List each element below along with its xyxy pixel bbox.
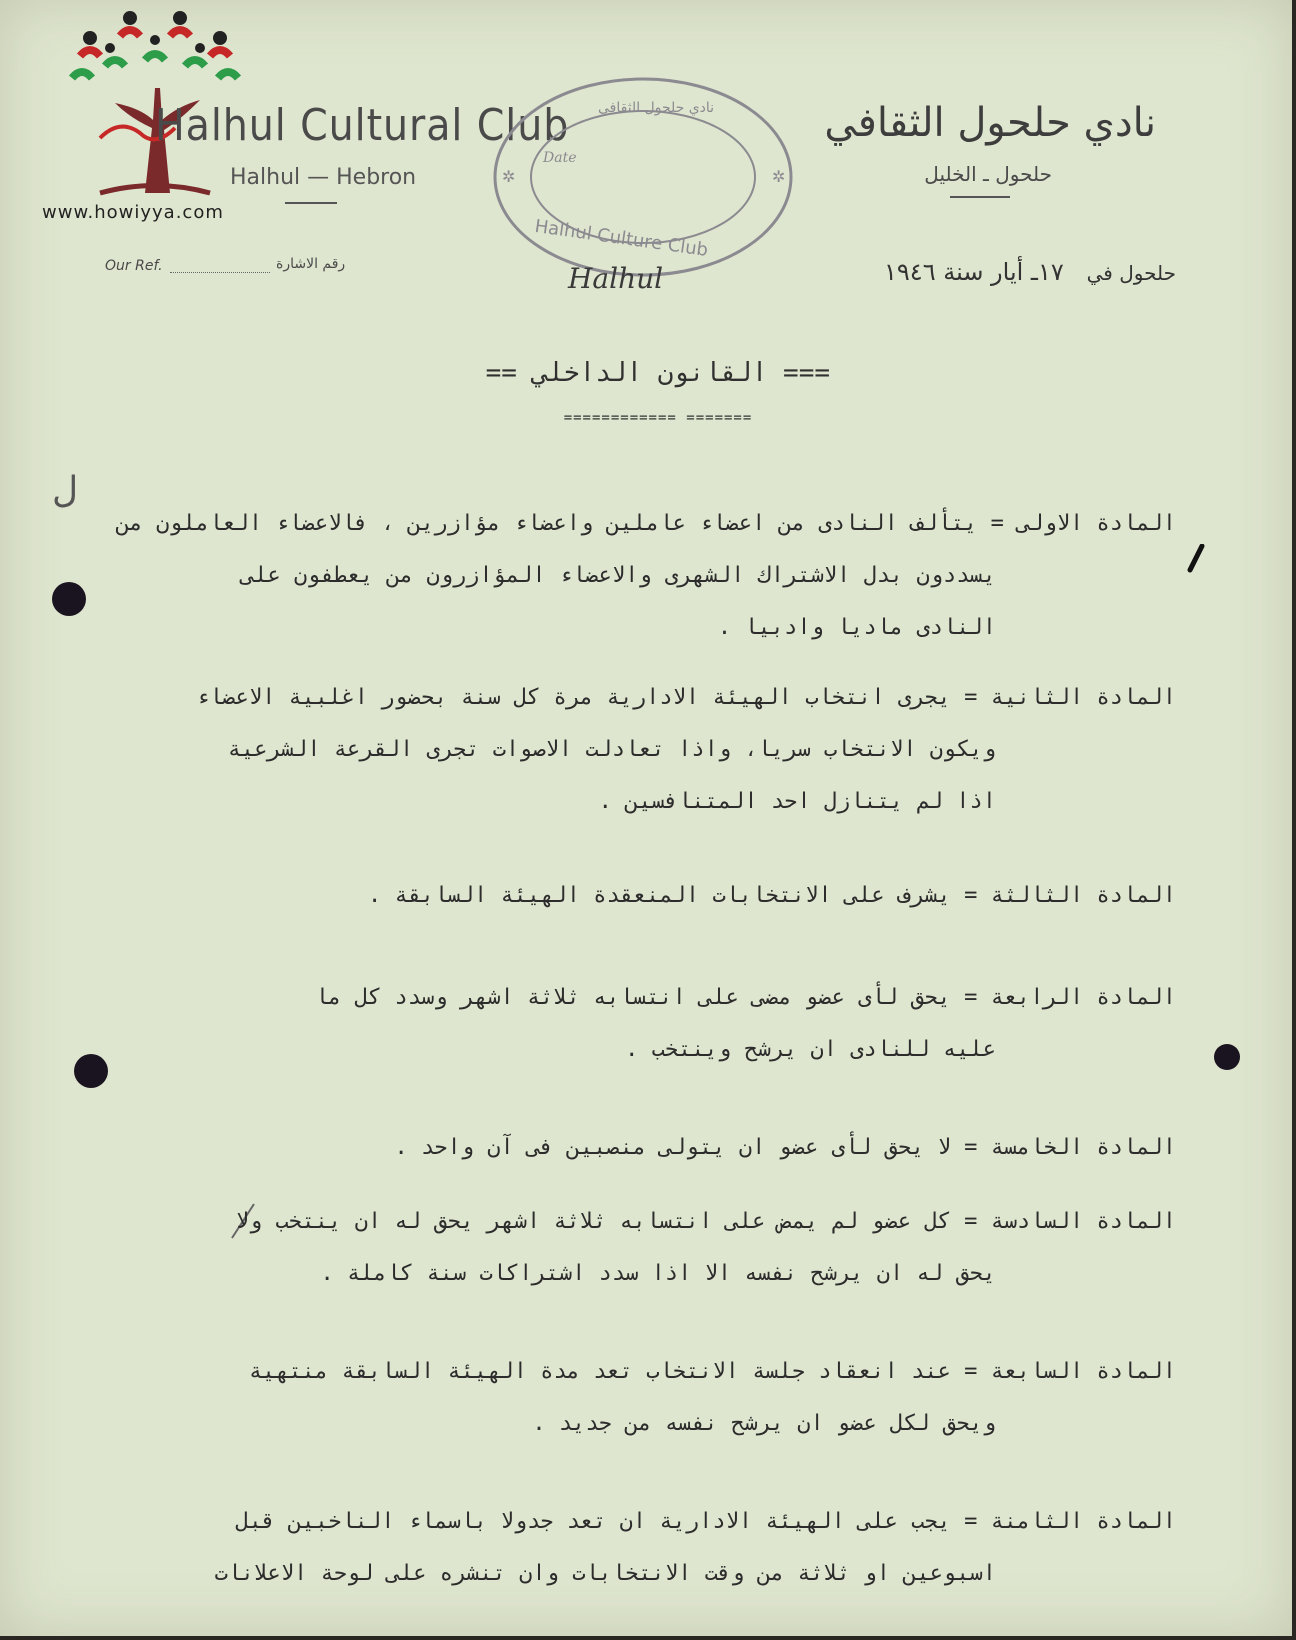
document-title: === القانون الداخلي == — [485, 358, 830, 388]
header-rule-left — [285, 202, 337, 204]
pen-mark — [1186, 544, 1206, 574]
article-text-line: يشرف على الانتخابات المنعقدة الهيئة السابقة . — [368, 883, 951, 908]
logo-url: www.howiyya.com — [42, 202, 224, 223]
article-label: المادة الخامسة = — [964, 1135, 1176, 1160]
club-location-arabic: حلحول ـ الخليل — [924, 162, 1052, 186]
article-text-line: اسبوعين او ثلاثة من وقت الانتخابات وان تنشره على لوحة الاعلانات — [214, 1561, 996, 1586]
article-text-line: عند انعقاد جلسة الانتخاب تعد مدة الهيئة السابقة منتهية — [248, 1359, 951, 1384]
article-text-line: النادى ماديا وادبيا . — [717, 615, 996, 640]
article-text-line: ويحق لكل عضو ان يرشح نفسه من جديد . — [532, 1411, 996, 1436]
article-2 — [196, 672, 1176, 828]
header-rule-right — [950, 196, 1010, 198]
article-text-line: لا يحق لأى عضو ان يتولى منصبين فى آن واحد . — [394, 1135, 951, 1160]
article-label: المادة الاولى = — [990, 511, 1176, 536]
article-8 — [215, 1496, 1176, 1600]
stamp-bottom-text: Halhul Culture Club — [533, 215, 710, 261]
article-6 — [236, 1196, 1176, 1300]
stamp-top-text: نادي حلحول الثقافي — [598, 100, 715, 116]
article-text-line: يحق له ان يرشح نفسه الا اذا سدد اشتراكات سنة كاملة . — [320, 1261, 996, 1286]
our-ref-label-arabic: رقم الاشارة — [276, 256, 346, 272]
article-text-line: ويكون الانتخاب سريا، واذا تعادلت الاصوات تجرى القرعة الشرعية — [227, 737, 996, 762]
club-name-arabic: نادي حلحول الثقافي — [824, 100, 1156, 146]
signature-place: Halhul — [568, 262, 664, 295]
article-label: المادة السادسة = — [964, 1209, 1176, 1234]
date-value: ١٧ـ أيار سنة ١٩٤٦ — [884, 258, 1064, 286]
article-label: المادة الرابعة = — [964, 985, 1176, 1010]
article-label: المادة الثالثة = — [964, 883, 1176, 908]
article-label: المادة الثانية = — [964, 685, 1176, 710]
people-arc-icon — [72, 11, 238, 78]
article-label: المادة الثامنة = — [964, 1509, 1176, 1534]
club-name-english: Halhul Cultural Club — [155, 100, 570, 151]
article-label: المادة السابعة = — [964, 1359, 1176, 1384]
article-3 — [368, 870, 1176, 922]
article-text-line: يحق لأى عضو مضى على انتسابه ثلاثة اشهر وسدد كل ما — [315, 985, 951, 1010]
article-7 — [249, 1346, 1176, 1450]
ref-dotted-line — [170, 272, 270, 273]
date-prefix: حلحول في — [1086, 261, 1176, 285]
article-5 — [395, 1122, 1176, 1174]
article-1 — [116, 498, 1176, 654]
article-text-line: يتألف النادى من اعضاء عاملين واعضاء مؤازرين ، فالاعضاء العاملون من — [116, 511, 978, 536]
article-4 — [315, 972, 1176, 1076]
punch-hole — [1214, 1044, 1240, 1070]
article-text-line: يجرى انتخاب الهيئة الادارية مرة كل سنة بحضور اغلبية الاعضاء — [195, 685, 951, 710]
stamp-star-icon: ✲ — [772, 167, 786, 186]
article-text-line: اذا لم يتنازل احد المتنافسين . — [598, 789, 996, 814]
article-text-line: عليه للنادى ان يرشح وينتخب . — [625, 1037, 996, 1062]
article-text-line: كل عضو لم يمض على انتسابه ثلاثة اشهر يحق له ان ينتخب ولا — [235, 1209, 951, 1234]
stamp-star-icon: ✲ — [502, 167, 516, 186]
stamp-date-label: Date — [543, 150, 577, 166]
club-location-english: Halhul — Hebron — [230, 165, 417, 190]
article-text-line: يجب على الهيئة الادارية ان تعد جدولا باسماء الناخبين قبل — [235, 1509, 951, 1534]
document-title-underline: ============ ======= — [563, 410, 753, 426]
punch-hole — [52, 582, 86, 616]
article-text-line: يسددون بدل الاشتراك الشهرى والاعضاء المؤازرون من يعطفون على — [241, 563, 996, 588]
our-ref-label: Our Ref. — [105, 258, 163, 274]
date-line — [884, 258, 1176, 286]
punch-hole — [74, 1054, 108, 1088]
margin-note: ل — [52, 470, 79, 511]
club-stamp — [488, 72, 798, 282]
